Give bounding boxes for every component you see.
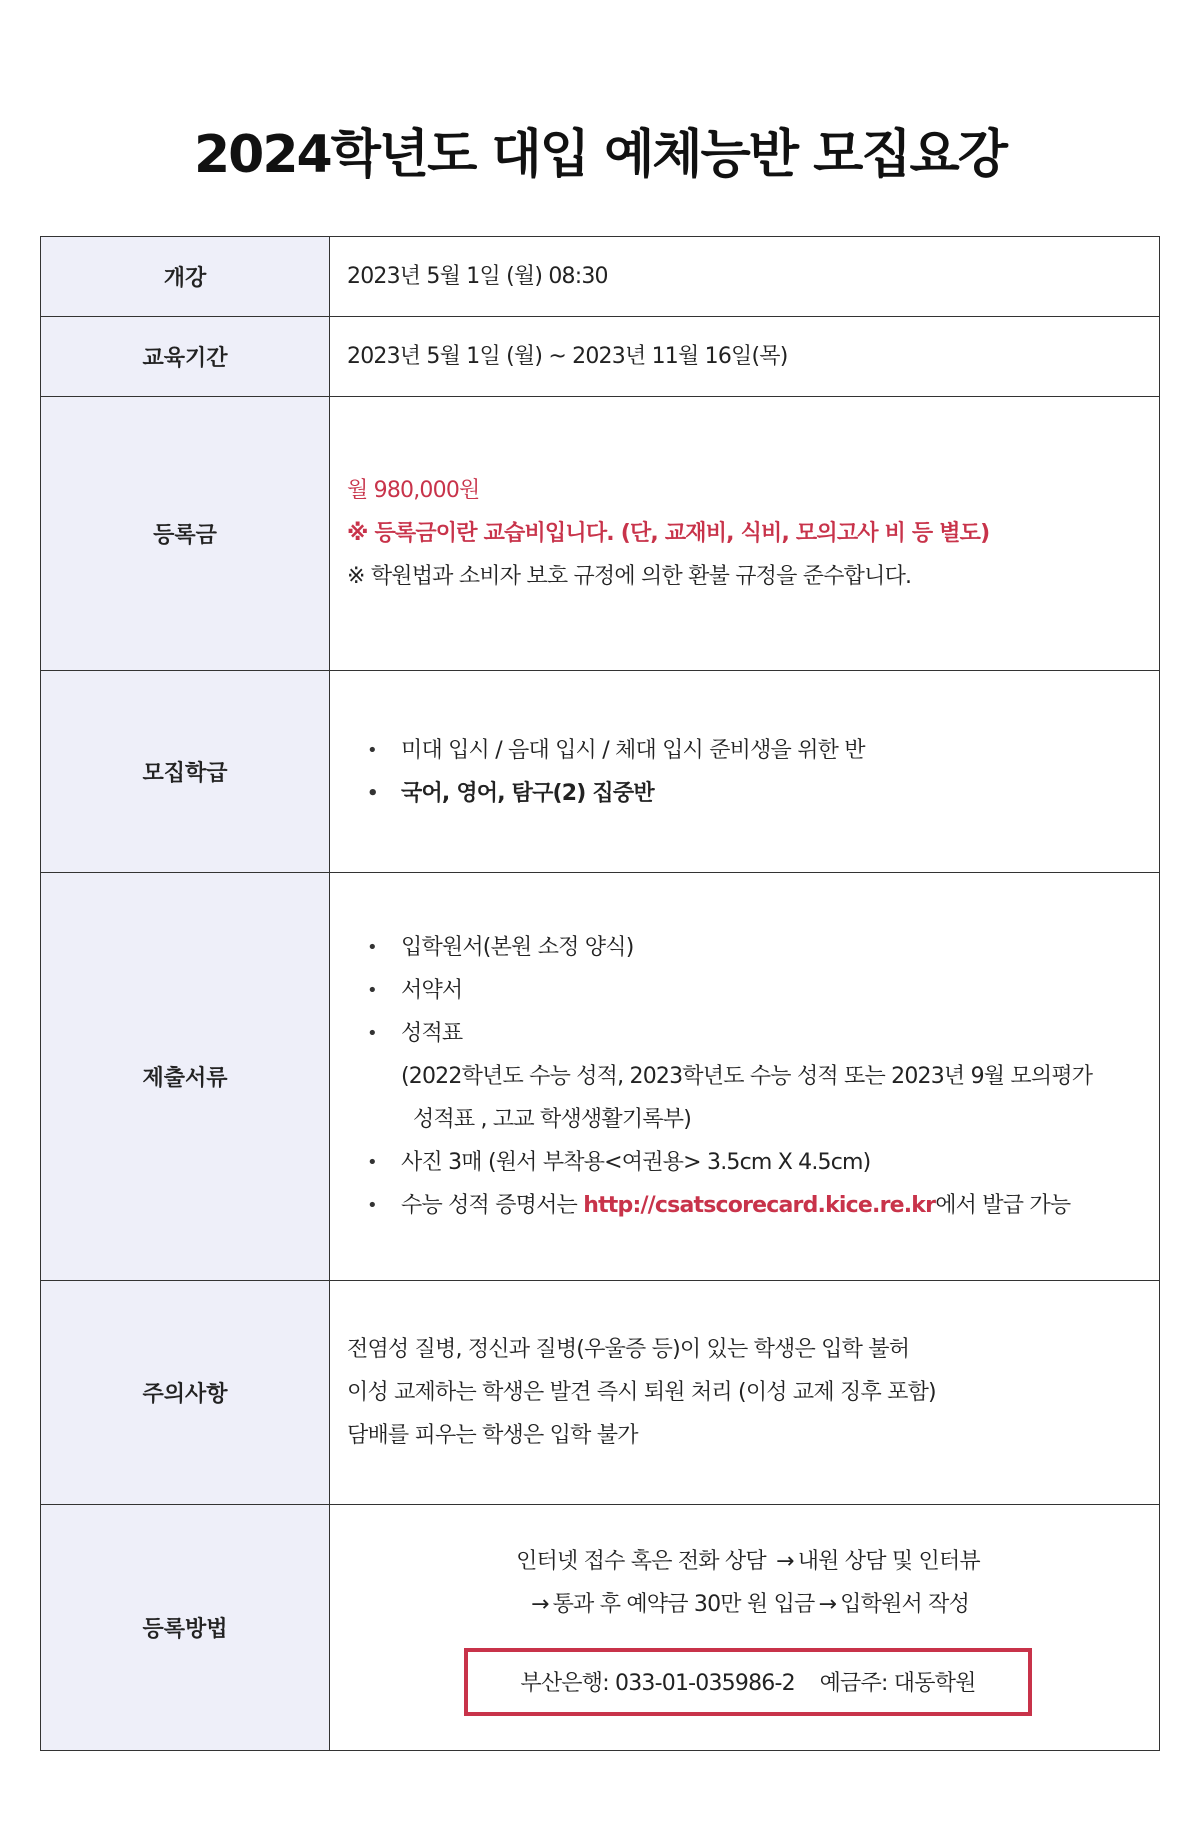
list-item: • 미대 입시 / 음대 입시 / 체대 입시 준비생을 위한 반 bbox=[367, 729, 1149, 772]
account-holder: 예금주: 대동학원 bbox=[819, 1670, 976, 1696]
list-item bbox=[367, 1184, 1149, 1227]
value-opening: 2023년 5월 1일 (월) 08:30 bbox=[330, 237, 1160, 317]
documents-list bbox=[347, 926, 1149, 1055]
tuition-note: ※ 학원법과 소비자 보호 규정에 의한 환불 규정을 준수합니다. bbox=[347, 564, 912, 589]
row-documents bbox=[41, 873, 1160, 1281]
step-online-or-phone: 인터넷 접수 혹은 전화 상담 bbox=[516, 1548, 766, 1574]
info-table bbox=[40, 236, 1160, 1751]
tuition-note-red: ※ 등록금이란 교습비입니다. (단, 교재비, 식비, 모의고사 비 등 별도) bbox=[347, 521, 990, 546]
row-registration bbox=[41, 1505, 1160, 1751]
label-period: 교육기간 bbox=[41, 317, 330, 397]
cert-text-prefix: 수능 성적 증명서는 bbox=[401, 1193, 584, 1218]
caution-line: 전염성 질병, 정신과 질병(우울증 등)이 있는 학생은 입학 불허 bbox=[347, 1337, 910, 1362]
registration-step-line-2 bbox=[347, 1583, 1149, 1626]
bank-account: 부산은행: 033-01-035986-2 bbox=[520, 1670, 795, 1696]
csat-scorecard-link[interactable]: http://csatscorecard.kice.re.kr bbox=[583, 1193, 936, 1218]
documents-item3-detail-1: (2022학년도 수능 성적, 2023학년도 수능 성적 또는 2023년 9월 모의평가 bbox=[401, 1064, 1093, 1089]
documents-list-continued bbox=[347, 1141, 1149, 1227]
arrow-right-icon: → bbox=[818, 1591, 837, 1617]
caution-line: 담배를 피우는 학생은 입학 불가 bbox=[347, 1423, 638, 1448]
list-item: • 국어, 영어, 탐구(2) 집중반 bbox=[367, 772, 1149, 815]
cert-text-suffix: 에서 발급 가능 bbox=[935, 1193, 1071, 1218]
tuition-fee: 월 980,000원 bbox=[347, 478, 480, 503]
row-cautions bbox=[41, 1281, 1160, 1505]
arrow-right-icon: → bbox=[530, 1591, 549, 1617]
label-cautions: 주의사항 bbox=[41, 1281, 330, 1505]
step-application: 입학원서 작성 bbox=[840, 1591, 970, 1617]
caution-line: 이성 교제하는 학생은 발견 즉시 퇴원 처리 (이성 교제 징후 포함) bbox=[347, 1380, 936, 1405]
row-opening bbox=[41, 237, 1160, 317]
list-item: • 사진 3매 (원서 부착용<여권용> 3.5cm X 4.5cm) bbox=[367, 1141, 1149, 1184]
row-tuition bbox=[41, 397, 1160, 671]
label-classes: 모집학급 bbox=[41, 671, 330, 873]
value-classes bbox=[330, 671, 1160, 873]
list-item: • 성적표 bbox=[367, 1012, 1149, 1055]
label-registration: 등록방법 bbox=[41, 1505, 330, 1751]
registration-step-line-1 bbox=[347, 1540, 1149, 1583]
value-registration bbox=[330, 1505, 1160, 1751]
row-classes bbox=[41, 671, 1160, 873]
label-documents: 제출서류 bbox=[41, 873, 330, 1281]
label-tuition: 등록금 bbox=[41, 397, 330, 671]
value-tuition bbox=[330, 397, 1160, 671]
arrow-right-icon: → bbox=[776, 1548, 794, 1574]
page-title: 2024학년도 대입 예체능반 모집요강 bbox=[193, 125, 1007, 185]
value-cautions bbox=[330, 1281, 1160, 1505]
step-visit-interview: 내원 상담 및 인터뷰 bbox=[797, 1548, 980, 1574]
label-opening: 개강 bbox=[41, 237, 330, 317]
step-deposit: 통과 후 예약금 30만 원 입금 bbox=[552, 1591, 815, 1617]
bank-account-box bbox=[464, 1648, 1032, 1716]
classes-list bbox=[347, 729, 1149, 815]
value-period: 2023년 5월 1일 (월) ~ 2023년 11월 16일(목) bbox=[330, 317, 1160, 397]
list-item: • 입학원서(본원 소정 양식) bbox=[367, 926, 1149, 969]
list-item: • 서약서 bbox=[367, 969, 1149, 1012]
documents-item3-detail-2: 성적표 , 고교 학생생활기록부) bbox=[413, 1107, 691, 1132]
value-documents bbox=[330, 873, 1160, 1281]
row-period bbox=[41, 317, 1160, 397]
